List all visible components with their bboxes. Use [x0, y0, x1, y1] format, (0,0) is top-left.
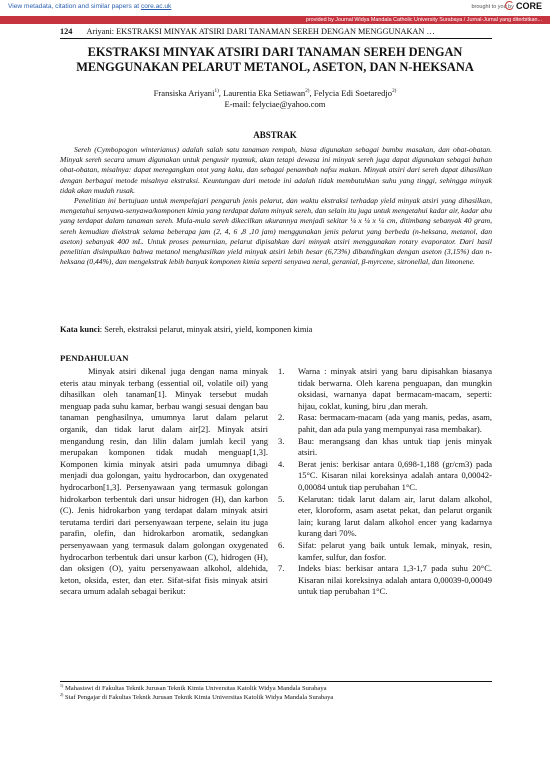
property-text: Bau: merangsang dan khas untuk tiap jenis minyak atsiri.: [298, 435, 492, 458]
property-text: Warna : minyak atsiri yang baru dipisahkan biasanya tidak berwarna. Oleh karena penguapan, dan mungkin oksidasi, warnanya dapat bermacam-macam, seperti: hijau, coklat, kuning, biru ,dan merah.: [298, 366, 492, 411]
property-number: 5.: [278, 493, 285, 504]
property-item: [278, 563, 492, 598]
metadata-notice: [8, 3, 171, 10]
property-item: [278, 540, 492, 563]
abstract-paragraph-1: Sereh (Cymbopogon winterianus) adalah salah satu tanaman rempah, biasa digunakan sebagai bumbu masakan, dan obat-obatan. Minyak sereh secara umum digunakan untuk pengusir nyamuk, akan tetapi dewasa ini minyak sereh juga dapat digunakan sebagai bahan obat-obatan, misalnya: dapat meregangkan otot yang kaku, dan sebagai penambah nafsu makan. Minyak atsiri dari sereh dapat dihasilkan dengan berbagai metode misalnya ekstraksi. Keuntungan dari metode ini adalah tidak membutuhkan suhu yang tinggi, sehingga minyak tidak akan mudah rusak.: [60, 145, 492, 195]
property-number: 1.: [278, 366, 285, 376]
running-header-text: Ariyani: EKSTRAKSI MINYAK ATSIRI DARI TANAMAN SEREH DENGAN MENGGUNAKAN …: [86, 27, 435, 36]
section-heading-pendahuluan: PENDAHULUAN: [60, 353, 129, 363]
intro-paragraph: Minyak atsiri dikenal juga dengan nama minyak eteris atau minyak terbang (essential oil, volatile oil) yang dihasilkan oleh tanaman[1]. Minyak tersebut mudah menguap pada suhu kamar, berbau wangi sesuai dengan bau tanaman penghasilnya, umumnya larut dalam pelarut organik, dan tidak larut dalam air[2]. Minyak atsiri mengandung resin, dan lilin dalam jumlah kecil yang merupakan komponen tidak mudah menguap[1,3]. Komponen kimia minyak atsiri pada umumnya dibagi menjadi dua golongan, yaitu hydrocarbon, dan oxygenated hydrocarbon[1,3]. Persenyawaan yang termasuk golongan hidrokarbon terbentuk dari unsur hidrogen (H), dan karbon (C). Jenis hidrokarbon yang terdapat dalam minyak atsiri terutama terdiri dari persenyawaan terpene, selain itu juga parafin, olefin, dan hidrokarbon aromatik, sedangkan persenyawaan yang termasuk dalam golongan oxygenated hydrocarbon terbentuk dari unsur karbon (C), hidrogen (H), dan oksigen (O), yaitu persenyawaan alkohol, aldehida, keton, oksida, ester, dan eter. Sifat-sifat fisis minyak atsiri secara umum adalah sebagai berikut:: [60, 366, 268, 597]
property-number: 4.: [278, 458, 285, 469]
abstract-body: [60, 145, 492, 267]
footnote-1-text: Mahasiswi di Fakultas Teknik Jurusan Teknik Kimia Universitas Katolik Widya Mandala Surabaya: [63, 685, 327, 692]
footnote-2: [60, 693, 492, 702]
keywords-text: : Sereh, ekstraksi pelarut, minyak atsiri, yield, komponen kimia: [99, 325, 313, 334]
author-3: Felycia Edi Soetaredjo: [313, 88, 393, 98]
author-2-affil: 2): [305, 88, 310, 95]
footnotes: [60, 681, 492, 702]
title-line-2: MENGGUNAKAN PELARUT METANOL, ASETON, DAN N-HEKSANA: [76, 60, 474, 74]
core-logo[interactable]: [505, 1, 542, 11]
property-text: Rasa: bermacam-macam (ada yang manis, pedas, asam, pahit, dan ada pula yang mempunyai rasa membakar).: [298, 412, 492, 434]
property-number: 3.: [278, 435, 285, 446]
property-item: [278, 366, 492, 412]
metadata-text: View metadata, citation and similar papers at: [8, 3, 140, 10]
property-text: Berat jenis: berkisar antara 0,698-1,188 (gr/cm3) pada 15°C. Kisaran nilai koreksinya adalah antara 0,00042-0,00084 untuk tiap perubahan 1°C.: [298, 458, 492, 492]
keywords-label: Kata kunci: [60, 325, 100, 334]
author-separator: ,: [218, 88, 224, 98]
intro-right-column: [278, 366, 492, 598]
abstract-heading: ABSTRAK: [253, 130, 297, 140]
core-logo-icon: [505, 1, 514, 10]
provided-by-bar[interactable]: provided by Journal Widya Mandala Catholic University Surabaya / Jurnal-Jurnal yang diterbitkan...: [0, 16, 550, 24]
page-number: 124: [60, 27, 73, 36]
property-number: 2.: [278, 412, 285, 423]
footnote-2-mark: 2): [60, 691, 64, 697]
keywords: [60, 325, 492, 334]
property-text: Kelarutan: tidak larut dalam air, larut dalam alkohol, eter, kloroform, asam asetat pekat, dan pelarut organik lain; kurang larut dalam alkohol encer yang kadarnya kurang dari 70%.: [298, 493, 492, 539]
footnote-2-text: Staf Pengajar di Fakultas Teknik Jurusan Teknik Kimia Universitas Katolik Widya Mandala Surabaya: [63, 694, 334, 701]
intro-left-column: [60, 366, 268, 598]
footnote-1-mark: 1): [60, 682, 64, 688]
physical-properties-list: [278, 366, 492, 598]
abstract-paragraph-2: Penelitian ini bertujuan untuk mempelajari pengaruh jenis pelarut, dan waktu ekstraksi terhadap yield minyak atsiri yang dihasilkan, mengetahui senyawa-senyawa/komponen kimia yang terdapat dalam minyak sereh, dan selain itu juga untuk mengetahui kadar air, kadar abu yang terdapat dalam tanaman sereh. Mula-mula sereh dikecilkan ukurannya menjadi sekitar ¼ x ¼ x ¼ cm, ditimbang sebanyak 40 gram, sereh kemudian diekstrak selama beberapa jam (2, 4, 6 ,8 ,10 jam) menggunakan jenis pelarut yang berbeda (n-heksana, metanol, dan aseton) sebanyak 400 mL. Untuk proses pemurnian, pelarut dipisahkan dari minyak atsiri menggunakan rotary evaporator. Dari hasil penelitian disimpulkan bahwa metanol menghasilkan yield minyak atsiri lebih besar (6,73%) dibandingkan dengan aseton (3,15%) dan n-heksana (0,44%), dan mengekstrak lebih banyak komponen kimia seperti senyawa neral, geranial, β-myrcene, sitronellal, dan limonene.: [60, 196, 493, 267]
author-2: Laurentia Eka Setiawan: [223, 88, 306, 98]
author-1: Fransiska Ariyani: [153, 88, 215, 98]
core-banner: [0, 0, 550, 14]
author-3-affil: 2): [392, 88, 397, 95]
core-ac-uk-link[interactable]: core.ac.uk: [140, 3, 172, 10]
property-text: Sifat: pelarut yang baik untuk lemak, minyak, resin, kamfer, sulfur, dan fosfor.: [298, 539, 492, 562]
author-list: [40, 88, 510, 98]
property-item: [278, 459, 492, 494]
property-number: 7.: [278, 563, 285, 574]
property-number: 6.: [278, 539, 285, 550]
footnote-1: [60, 684, 492, 693]
property-item: [278, 436, 492, 459]
author-separator: ,: [309, 88, 314, 98]
paper-title: [40, 45, 510, 75]
property-item: [278, 412, 492, 435]
property-item: [278, 494, 492, 540]
author-1-affil: 1): [214, 88, 219, 95]
author-email: E-mail: felyciae@yahoo.com: [224, 99, 326, 109]
core-logo-text: CORE: [515, 1, 542, 11]
property-text: Indeks bias: berkisar antara 1,3-1,7 pada suhu 20°C. Kisaran nilai koreksinya adalah antara 0,00039-0,00049 untuk tiap perubahan 1°C.: [298, 563, 492, 597]
running-header: [60, 27, 492, 39]
title-line-1: EKSTRAKSI MINYAK ATSIRI DARI TANAMAN SEREH DENGAN: [87, 45, 463, 59]
brought-to-you-text: brought to you by: [471, 4, 514, 10]
